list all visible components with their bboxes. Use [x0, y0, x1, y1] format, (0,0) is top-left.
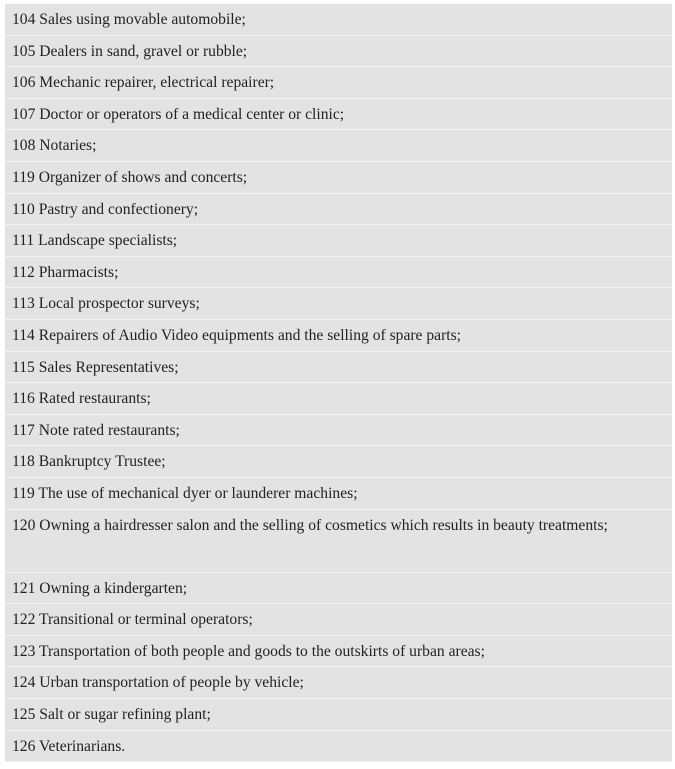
list-item: 122 Transitional or terminal operators; — [5, 604, 672, 636]
list-item: 115 Sales Representatives; — [5, 352, 672, 384]
list-item: 111 Landscape specialists; — [5, 225, 672, 257]
list-item: 125 Salt or sugar refining plant; — [5, 699, 672, 731]
list-item: 104 Sales using movable automobile; — [5, 4, 672, 36]
list-item: 119 The use of mechanical dyer or launderer machines; — [5, 478, 672, 510]
list-item: 121 Owning a kindergarten; — [5, 573, 672, 605]
list-item: 107 Doctor or operators of a medical center or clinic; — [5, 99, 672, 131]
list-item: 112 Pharmacists; — [5, 257, 672, 289]
list-item: 117 Note rated restaurants; — [5, 415, 672, 447]
list-item: 113 Local prospector surveys; — [5, 288, 672, 320]
list-item: 120 Owning a hairdresser salon and the selling of cosmetics which results in beauty treatments; — [5, 510, 672, 573]
list-item: 118 Bankruptcy Trustee; — [5, 446, 672, 478]
list-item: 119 Organizer of shows and concerts; — [5, 162, 672, 194]
list-item: 108 Notaries; — [5, 130, 672, 162]
list-item: 123 Transportation of both people and goods to the outskirts of urban areas; — [5, 636, 672, 668]
list-item: 126 Veterinarians. — [5, 731, 672, 763]
list-item: 116 Rated restaurants; — [5, 383, 672, 415]
list-item: 114 Repairers of Audio Video equipments and the selling of spare parts; — [5, 320, 672, 352]
list-item: 105 Dealers in sand, gravel or rubble; — [5, 36, 672, 68]
activity-list — [5, 3, 672, 762]
list-item: 110 Pastry and confectionery; — [5, 194, 672, 226]
list-item: 106 Mechanic repairer, electrical repairer; — [5, 67, 672, 99]
list-item: 124 Urban transportation of people by vehicle; — [5, 667, 672, 699]
